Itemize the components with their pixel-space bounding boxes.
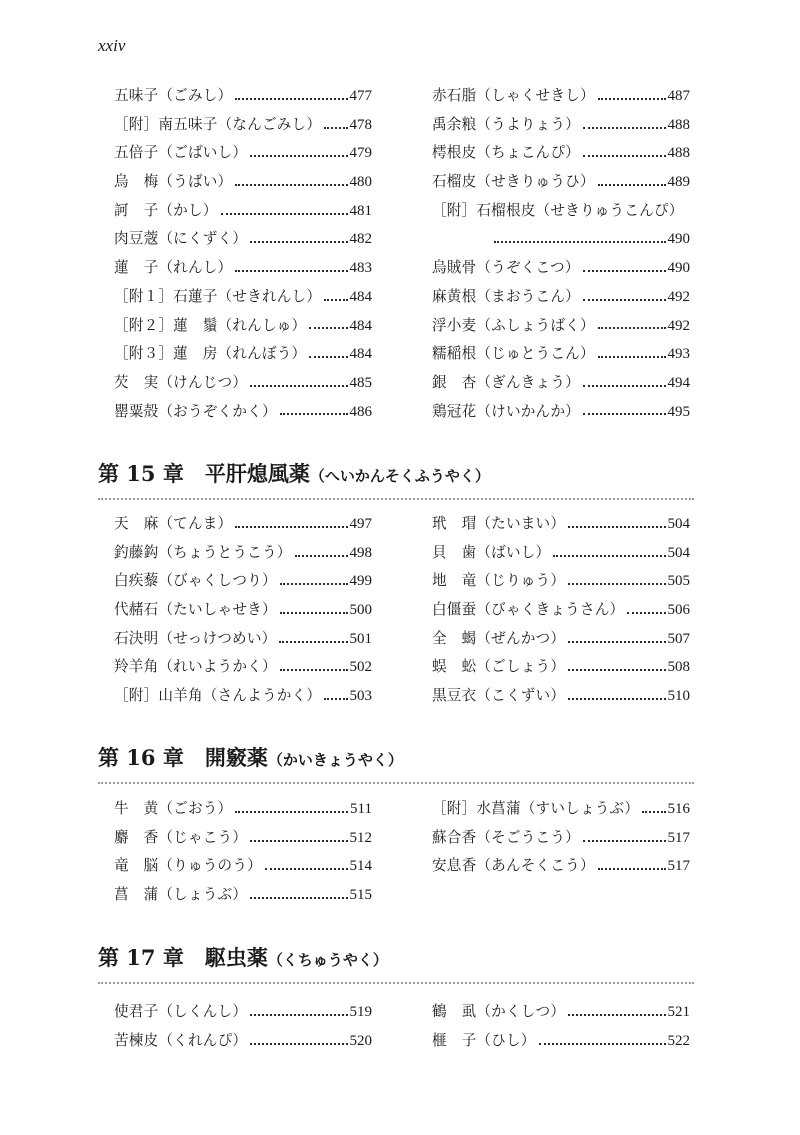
entry-page-number: 522 — [667, 1032, 690, 1049]
entry-name: 芡 実（けんじつ） — [114, 373, 248, 391]
entry-page-number: 514 — [349, 858, 372, 875]
toc-entry — [114, 254, 372, 283]
toc-entry — [114, 625, 372, 654]
dot-leader — [583, 412, 666, 415]
dot-leader — [568, 640, 665, 643]
dot-leader — [280, 611, 348, 614]
dot-leader — [309, 326, 347, 329]
entry-name: 罌粟殻（おうぞくかく） — [114, 402, 277, 420]
entry-name: 麻黄根（まおうこん） — [432, 287, 580, 305]
entry-name: 五倍子（ごばいし） — [114, 144, 248, 162]
dot-leader — [250, 384, 347, 387]
entry-name: ［附１］石蓮子（せきれんし） — [114, 287, 322, 305]
entry-page-number: 488 — [667, 116, 690, 133]
toc-column-right — [432, 795, 690, 881]
toc-entry — [432, 139, 690, 168]
entry-page-number: 493 — [667, 346, 690, 363]
chapter-title: 第 17 章 駆虫薬 — [98, 945, 268, 970]
entry-page-number: 492 — [667, 317, 690, 334]
entry-name: 苦楝皮（くれんぴ） — [114, 1031, 248, 1049]
toc-entry — [432, 539, 690, 568]
entry-name: 訶 子（かし） — [114, 201, 218, 219]
entry-page-number: 489 — [667, 174, 690, 191]
entry-page-number: 510 — [667, 688, 690, 705]
toc-entry — [114, 539, 372, 568]
dot-leader — [642, 810, 665, 813]
toc-column-right — [432, 510, 690, 711]
entry-name: 全 蝎（ぜんかつ） — [432, 629, 566, 647]
entry-page-number: 479 — [349, 145, 372, 162]
entry-name: 肉豆蔲（にくずく） — [114, 230, 248, 248]
entry-page-number: 521 — [667, 1004, 690, 1020]
entry-page-number: 502 — [349, 659, 372, 676]
toc-entry — [114, 369, 372, 398]
dot-leader — [627, 611, 665, 614]
dot-leader — [598, 97, 666, 100]
dot-leader — [598, 867, 666, 870]
toc-entry — [114, 596, 372, 625]
entry-name: 鶏冠花（けいかんか） — [432, 402, 580, 420]
entry-page-number: 484 — [349, 346, 372, 363]
entry-page-number: 486 — [349, 403, 372, 420]
toc-column-left — [114, 82, 372, 426]
toc-entry — [114, 312, 372, 341]
toc-entry — [432, 168, 690, 197]
entry-page-number: 512 — [349, 829, 372, 846]
dot-leader — [235, 97, 347, 100]
entry-name: 菖 蒲（しょうぶ） — [114, 886, 248, 904]
dot-leader — [598, 183, 666, 186]
entry-name: 石決明（せっけつめい） — [114, 629, 277, 647]
dot-leader — [235, 525, 347, 528]
dot-leader — [250, 240, 347, 243]
entry-page-number: 488 — [667, 145, 690, 162]
toc-entry — [114, 398, 372, 427]
entry-page-number: 500 — [349, 602, 372, 619]
entry-page-number: 517 — [667, 829, 690, 846]
dot-leader — [324, 126, 347, 129]
entry-name: 赤石脂（しゃくせきし） — [432, 87, 595, 104]
chapter-reading: （へいかんそくふうやく） — [309, 467, 490, 485]
chapter-heading-17 — [98, 944, 694, 984]
entry-name: 玳 瑁（たいまい） — [432, 515, 566, 532]
toc-entry — [432, 998, 690, 1027]
toc-column-left — [114, 510, 372, 711]
toc-entry — [432, 852, 690, 881]
entry-name: 浮小麦（ふしょうばく） — [432, 316, 595, 334]
toc-entry — [432, 682, 690, 711]
entry-name: ［附］石榴根皮（せきりゅうこんぴ） — [432, 201, 684, 219]
entry-page-number: 503 — [349, 688, 372, 705]
toc-entry — [114, 139, 372, 168]
dot-leader — [250, 896, 347, 899]
entry-page-number: 485 — [349, 374, 372, 391]
dot-leader — [235, 810, 348, 813]
entry-name: 石榴皮（せきりゅうひ） — [432, 173, 595, 191]
dot-leader — [295, 554, 348, 557]
entry-name: 榧 子（ひし） — [432, 1031, 536, 1049]
chapter-reading: （かいきょうやく） — [267, 751, 403, 769]
toc-entry — [432, 795, 690, 824]
entry-page-number: 508 — [667, 659, 690, 676]
toc-entry — [114, 82, 372, 111]
dot-leader — [539, 1042, 666, 1045]
entry-name: 鶴 虱（かくしつ） — [432, 1003, 566, 1020]
toc-entry — [114, 510, 372, 539]
entry-name: 羚羊角（れいようかく） — [114, 658, 277, 676]
entry-page-number: 477 — [349, 88, 372, 104]
entry-page-number: 482 — [349, 231, 372, 248]
toc-entry — [114, 1027, 372, 1056]
dot-leader — [280, 582, 348, 585]
toc-entry — [114, 340, 372, 369]
toc-entry — [432, 510, 690, 539]
dot-leader — [568, 668, 665, 671]
entry-name: 釣藤鈎（ちょうとうこう） — [114, 543, 292, 561]
dot-leader — [583, 298, 666, 301]
dot-leader — [583, 269, 666, 272]
page-number: xxiv — [98, 36, 126, 55]
entry-page-number: 494 — [667, 374, 690, 391]
dot-leader — [583, 384, 666, 387]
entry-name: 蜈 蚣（ごしょう） — [432, 658, 566, 676]
entry-page-number: 484 — [349, 288, 372, 305]
entry-page-number: 504 — [667, 516, 690, 532]
entry-page-number: 501 — [349, 630, 372, 647]
toc-entry — [114, 197, 372, 226]
entry-name: ［附］水菖蒲（すいしょうぶ） — [432, 800, 640, 817]
dot-leader — [568, 1013, 665, 1016]
entry-page-number: 515 — [349, 887, 372, 904]
toc-entry — [432, 312, 690, 341]
entry-page-number: 516 — [667, 801, 690, 817]
entry-name: ［附］南五味子（なんごみし） — [114, 115, 322, 133]
toc-entry — [114, 111, 372, 140]
dot-leader — [279, 640, 347, 643]
entry-name: 禹余粮（うよりょう） — [432, 115, 580, 133]
dot-leader — [250, 1042, 347, 1045]
dot-leader — [324, 697, 347, 700]
toc-entry — [432, 340, 690, 369]
entry-name: 安息香（あんそくこう） — [432, 857, 595, 875]
entry-page-number: 495 — [667, 403, 690, 420]
toc-column-left — [114, 795, 372, 910]
entry-name: 糯稲根（じゅとうこん） — [432, 345, 595, 363]
entry-name: 使君子（しくんし） — [114, 1003, 248, 1020]
toc-entry — [114, 795, 372, 824]
dot-leader — [598, 326, 666, 329]
toc-column-right — [432, 82, 690, 426]
chapter-reading: （くちゅうやく） — [267, 951, 388, 969]
toc-entry — [114, 852, 372, 881]
entry-name: 黒豆衣（こくずい） — [432, 687, 566, 705]
entry-name: 竜 脳（りゅうのう） — [114, 857, 262, 875]
toc-entry — [432, 225, 690, 254]
dot-leader — [250, 839, 347, 842]
toc-entry — [432, 369, 690, 398]
toc-entry — [432, 1027, 690, 1056]
toc-entry — [432, 567, 690, 596]
toc-entry — [114, 567, 372, 596]
toc-column-left — [114, 998, 372, 1055]
entry-page-number: 484 — [349, 317, 372, 334]
entry-page-number: 507 — [667, 630, 690, 647]
chapter-heading-15 — [98, 460, 694, 500]
toc-entry — [114, 682, 372, 711]
entry-name: 銀 杏（ぎんきょう） — [432, 373, 580, 391]
entry-name: ［附２］蓮 鬚（れんしゅ） — [114, 316, 307, 334]
entry-page-number: 487 — [667, 88, 690, 104]
entry-name: 地 竜（じりゅう） — [432, 572, 566, 590]
toc-entry — [432, 254, 690, 283]
dot-leader — [568, 582, 665, 585]
entry-page-number: 520 — [349, 1032, 372, 1049]
dot-leader — [250, 1013, 347, 1016]
toc-entry — [432, 82, 690, 111]
entry-name: 白僵蚕（びゃくきょうさん） — [432, 601, 625, 619]
dot-leader — [583, 839, 666, 842]
entry-name: 麝 香（じゃこう） — [114, 828, 248, 846]
dot-leader — [568, 525, 665, 528]
entry-page-number: 505 — [667, 573, 690, 590]
entry-name: ［附３］蓮 房（れんぼう） — [114, 345, 307, 363]
toc-entry — [432, 111, 690, 140]
toc-entry — [432, 398, 690, 427]
dot-leader — [265, 867, 348, 870]
toc-entry — [114, 283, 372, 312]
chapter-title: 第 15 章 平肝熄風薬 — [98, 461, 310, 486]
toc-entry — [114, 824, 372, 853]
toc-column-right — [432, 998, 690, 1055]
dot-leader — [250, 154, 347, 157]
entry-name: 代赭石（たいしゃせき） — [114, 601, 277, 619]
entry-page-number: 492 — [667, 288, 690, 305]
entry-name: 牛 黄（ごおう） — [114, 800, 233, 817]
toc-entry — [114, 225, 372, 254]
entry-page-number: 498 — [349, 544, 372, 561]
entry-name: 白疾藜（びゃくしつり） — [114, 572, 277, 590]
entry-name: 樗根皮（ちょこんぴ） — [432, 144, 580, 162]
toc-entry — [432, 625, 690, 654]
dot-leader — [280, 668, 348, 671]
entry-page-number: 478 — [349, 116, 372, 133]
entry-name: 貝 歯（ばいし） — [432, 543, 551, 561]
entry-page-number: 504 — [667, 544, 690, 561]
entry-name: 蘇合香（そごうこう） — [432, 828, 580, 846]
entry-page-number: 483 — [349, 260, 372, 277]
entry-page-number: 519 — [349, 1004, 372, 1020]
entry-name: 五味子（ごみし） — [114, 87, 233, 104]
dot-leader — [598, 355, 666, 358]
entry-page-number: 499 — [349, 573, 372, 590]
entry-page-number: 480 — [349, 174, 372, 191]
toc-entry — [432, 197, 690, 226]
chapter-heading-16 — [98, 744, 694, 784]
entry-page-number: 506 — [667, 602, 690, 619]
entry-name: 天 麻（てんま） — [114, 515, 233, 532]
dot-leader — [280, 412, 348, 415]
toc-entry — [432, 824, 690, 853]
toc-entry — [114, 653, 372, 682]
toc-entry — [114, 998, 372, 1027]
dot-leader — [568, 697, 665, 700]
dot-leader — [235, 183, 347, 186]
dot-leader — [583, 154, 666, 157]
dot-leader — [309, 355, 347, 358]
dot-leader — [583, 126, 666, 129]
entry-page-number: 511 — [350, 801, 372, 817]
toc-entry — [114, 881, 372, 910]
entry-page-number: 517 — [667, 858, 690, 875]
entry-name: 蓮 子（れんし） — [114, 259, 233, 277]
chapter-title: 第 16 章 開竅薬 — [98, 745, 268, 770]
entry-page-number: 490 — [667, 260, 690, 277]
toc-entry — [432, 653, 690, 682]
dot-leader — [553, 554, 665, 557]
entry-name: ［附］山羊角（さんようかく） — [114, 687, 322, 705]
toc-entry — [432, 283, 690, 312]
toc-entry — [114, 168, 372, 197]
entry-page-number: 497 — [349, 516, 372, 532]
entry-page-number: 490 — [667, 231, 690, 248]
dot-leader — [221, 212, 348, 215]
dot-leader — [494, 240, 666, 243]
entry-name: 烏賊骨（うぞくこつ） — [432, 259, 580, 277]
dot-leader — [324, 298, 347, 301]
entry-page-number: 481 — [349, 202, 372, 219]
toc-entry — [432, 596, 690, 625]
dot-leader — [235, 269, 347, 272]
entry-name: 烏 梅（うばい） — [114, 173, 233, 191]
